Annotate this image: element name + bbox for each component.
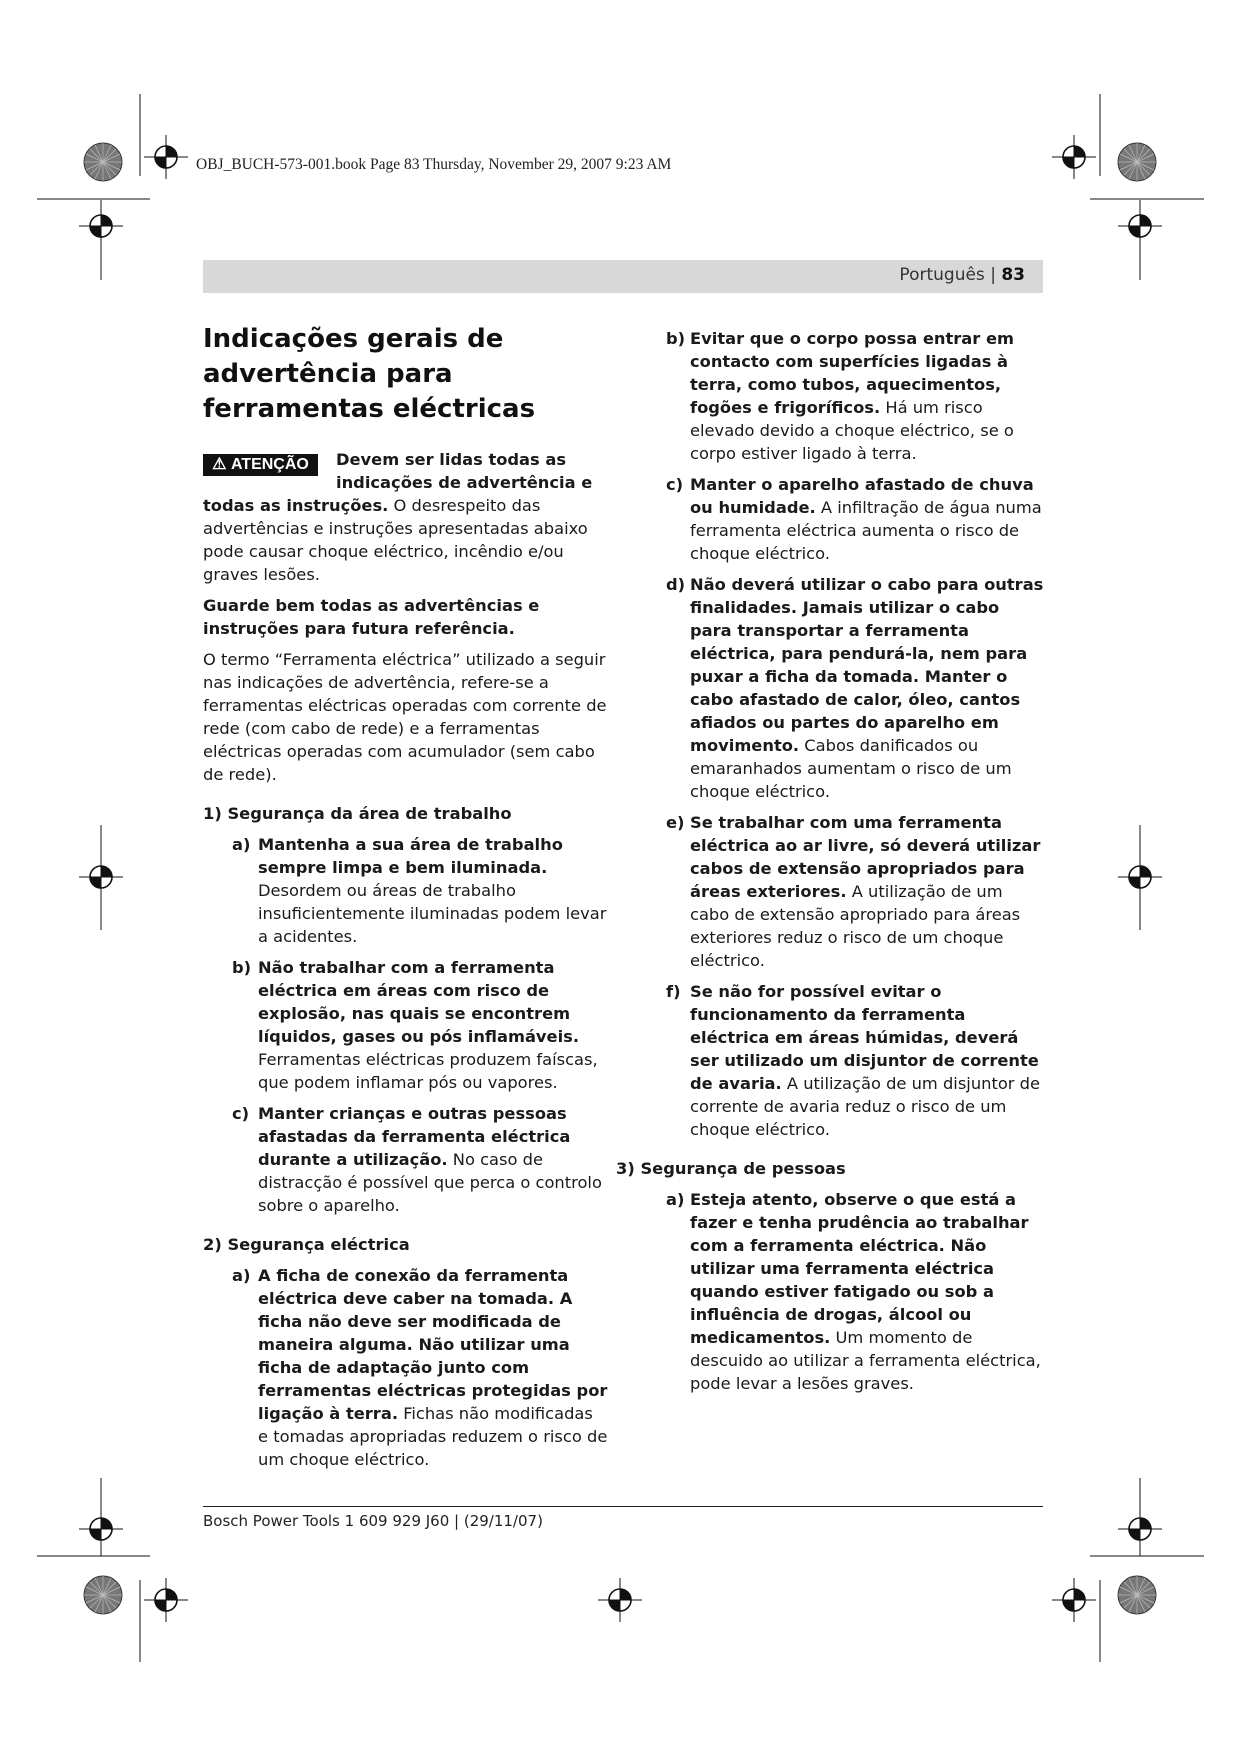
item-text: A infiltração de água numa ferramenta eléctrica aumenta o risco de choque eléctrico. (690, 498, 1042, 563)
item-label: b) (232, 958, 252, 977)
list-item (203, 1264, 608, 1471)
section-number: 2) (203, 1235, 222, 1254)
warning-bold-text: Devem ser lidas todas as indicações de advertência e todas as instruções. (203, 450, 593, 515)
warning-block (203, 448, 608, 586)
item-text: Desordem ou áreas de trabalho insuficientemente iluminadas podem levar a acidentes. (258, 881, 607, 946)
item-text: A utilização de um disjuntor de corrente de avaria reduz o risco de um choque eléctrico. (690, 1074, 1041, 1139)
list-item (641, 811, 1046, 972)
item-bold-text: Evitar que o corpo possa entrar em contacto com superfícies ligadas à terra, como tubos, aquecimentos, fogões e frigoríficos. (690, 329, 1014, 417)
item-text: Há um risco elevado devido a choque eléctrico, se o corpo estiver ligado à terra. (690, 398, 1014, 463)
section-title: Segurança da área de trabalho (227, 804, 512, 823)
section-number: 1) (203, 804, 222, 823)
list-item (641, 1188, 1046, 1395)
section-heading (616, 1157, 1046, 1180)
item-label: e) (666, 813, 685, 832)
intro-paragraph: O termo “Ferramenta eléctrica” utilizado a seguir nas indicações de advertência, refere-se a ferramentas eléctricas operadas com corrente de rede (com cabo de rede) e a ferramentas eléctricas operadas com acumulador (sem cabo de rede). (203, 650, 607, 784)
item-bold-text: Não deverá utilizar o cabo para outras finalidades. Jamais utilizar o cabo para transportar a ferramenta eléctrica, para pendurá-la, nem para puxar a ficha da tomada. Manter o cabo afastado de calor, óleo, cantos afiados ou partes do aparelho em movimento. (690, 575, 1044, 755)
item-bold-text: Esteja atento, observe o que está a fazer e tenha prudência ao trabalhar com a ferramenta eléctrica. Não utilizar uma ferramenta eléctrica quando estiver fatigado ou sob a influência de drogas, álcool ou medicamentos. (690, 1190, 1029, 1347)
page-header-bar (203, 260, 1043, 293)
page-header (899, 265, 1025, 285)
item-text: Ferramentas eléctricas produzem faíscas, que podem inflamar pós ou vapores. (258, 1050, 598, 1092)
footer-rule (203, 1506, 1043, 1507)
item-label: a) (232, 835, 251, 854)
list-item (203, 1102, 608, 1217)
page-footer: Bosch Power Tools 1 609 929 J60 | (29/11/07) (203, 1512, 543, 1530)
keep-instructions-note: Guarde bem todas as advertências e instruções para futura referência. (203, 596, 540, 638)
warning-triangle-icon: ⚠ (212, 456, 227, 473)
section-number: 3) (616, 1159, 635, 1178)
list-item (641, 573, 1046, 803)
item-label: d) (666, 575, 686, 594)
item-bold-text: Não trabalhar com a ferramenta eléctrica em áreas com risco de explosão, nas quais se encontrem líquidos, gases ou pós inflamáveis. (258, 958, 580, 1046)
item-label: b) (666, 329, 686, 348)
section-heading (203, 802, 608, 825)
item-text: No caso de distracção é possível que perca o controlo sobre o aparelho. (258, 1150, 602, 1215)
item-label: c) (232, 1104, 250, 1123)
list-item (203, 833, 608, 948)
header-separator: | (990, 265, 996, 285)
left-column (203, 322, 608, 1479)
warning-badge (203, 454, 318, 476)
item-text: A utilização de um cabo de extensão apropriado para áreas exteriores reduz o risco de um choque eléctrico. (690, 882, 1021, 970)
page-number: 83 (1001, 265, 1025, 285)
section-heading (203, 1233, 608, 1256)
printer-slug: OBJ_BUCH-573-001.book Page 83 Thursday, November 29, 2007 9:23 AM (196, 156, 672, 173)
item-bold-text: Se trabalhar com uma ferramenta eléctrica ao ar livre, só deverá utilizar cabos de extensão apropriados para áreas exteriores. (690, 813, 1041, 901)
list-item (203, 956, 608, 1094)
header-language: Português (899, 265, 985, 285)
section-title: Segurança eléctrica (227, 1235, 410, 1254)
list-item (641, 473, 1046, 565)
item-label: a) (232, 1266, 251, 1285)
item-bold-text: Manter o aparelho afastado de chuva ou humidade. (690, 475, 1034, 517)
item-text: Cabos danificados ou emaranhados aumentam o risco de um choque eléctrico. (690, 736, 1012, 801)
item-text: Um momento de descuido ao utilizar a ferramenta eléctrica, pode levar a lesões graves. (690, 1328, 1041, 1393)
right-column (616, 327, 1046, 1403)
item-label: c) (666, 475, 684, 494)
item-text: Fichas não modificadas e tomadas apropriadas reduzem o risco de um choque eléctrico. (258, 1404, 608, 1469)
section-title: Segurança de pessoas (640, 1159, 846, 1178)
warning-text: O desrespeito das advertências e instruções apresentadas abaixo pode causar choque eléctrico, incêndio e/ou graves lesões. (203, 496, 588, 584)
item-bold-text: A ficha de conexão da ferramenta eléctrica deve caber na tomada. A ficha não deve ser modificada de maneira alguma. Não utilizar uma ficha de adaptação junto com ferramentas eléctricas protegidas por ligação à terra. (258, 1266, 608, 1423)
page-title: Indicações gerais de advertência para ferramentas eléctricas (203, 324, 536, 424)
item-bold-text: Se não for possível evitar o funcionamento da ferramenta eléctrica em áreas húmidas, deverá ser utilizado um disjuntor de corrente de avaria. (690, 982, 1039, 1093)
item-label: f) (666, 982, 681, 1001)
list-item (641, 327, 1046, 465)
item-label: a) (666, 1190, 685, 1209)
item-bold-text: Manter crianças e outras pessoas afastadas da ferramenta eléctrica durante a utilização. (258, 1104, 571, 1169)
warning-badge-label: ATENÇÃO (230, 456, 309, 473)
list-item (641, 980, 1046, 1141)
item-bold-text: Mantenha a sua área de trabalho sempre limpa e bem iluminada. (258, 835, 563, 877)
